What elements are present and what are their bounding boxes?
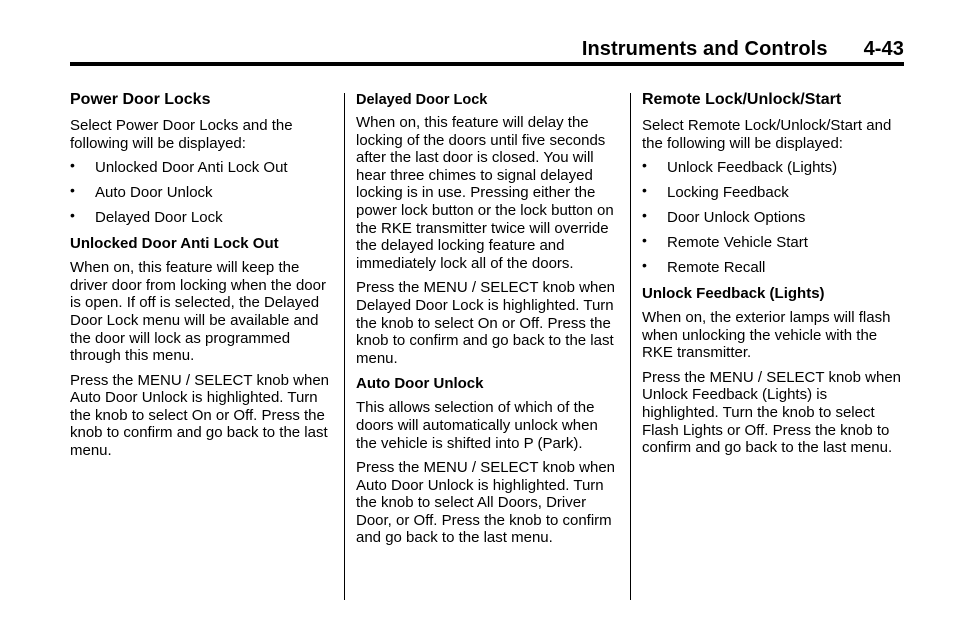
column-left xyxy=(70,90,332,467)
list-item: • Door Unlock Options xyxy=(642,209,902,227)
section-heading-power-door-locks: Power Door Locks xyxy=(70,91,211,108)
list-item: • Auto Door Unlock xyxy=(70,184,332,202)
body-paragraph: Press the MENU / SELECT knob when Unlock Feedback (Lights) is highlighted. Turn the knob to select Flash Lights or Off. Press the knob to confirm and go back to the last menu. xyxy=(642,368,901,457)
section-title: Instruments and Controls xyxy=(581,38,828,60)
list-item: • Unlocked Door Anti Lock Out xyxy=(70,159,332,177)
list-item: • Remote Recall xyxy=(642,259,902,277)
header-rule xyxy=(70,62,904,66)
intro-paragraph: Select Remote Lock/Unlock/Start and the following will be displayed: xyxy=(642,117,892,152)
body-paragraph: This allows selection of which of the doors will automatically unlock when the vehicle is shifted into P (Park). xyxy=(356,399,598,452)
column-divider-2 xyxy=(630,93,631,600)
sub-heading-auto-door-unlock: Auto Door Unlock xyxy=(356,375,484,393)
section-heading-remote-lock: Remote Lock/Unlock/Start xyxy=(642,91,842,108)
body-paragraph: When on, the exterior lamps will flash when unlocking the vehicle with the RKE transmitter. xyxy=(642,309,891,362)
body-paragraph: When on, this feature will keep the driver door from locking when the door is open. If off is selected, the Delayed Door Lock menu will be available and the door will lock as programmed through this menu. xyxy=(70,259,326,365)
bullet-list xyxy=(70,159,332,227)
column-middle xyxy=(356,90,622,554)
body-paragraph: Press the MENU / SELECT knob when Delayed Door Lock is highlighted. Turn the knob to select On or Off. Press the knob to confirm and go back to the last menu. xyxy=(356,279,615,367)
body-paragraph: When on, this feature will delay the locking of the doors until five seconds after the last door is closed. You will hear three chimes to signal delayed locking is in use. Pressing either the power lock button or the lock button on the RKE transmitter twice will override the delayed locking feature and immediately lock all of the doors. xyxy=(356,114,614,272)
list-item: • Unlock Feedback (Lights) xyxy=(642,159,902,177)
list-item: • Remote Vehicle Start xyxy=(642,234,902,252)
page-header xyxy=(582,38,904,64)
page-number: 4-43 xyxy=(863,38,904,60)
list-item: • Locking Feedback xyxy=(642,184,902,202)
column-divider-1 xyxy=(344,93,345,600)
intro-paragraph: Select Power Door Locks and the following will be displayed: xyxy=(70,117,293,152)
list-item: • Delayed Door Lock xyxy=(70,209,332,227)
column-right xyxy=(642,90,902,464)
bullet-list xyxy=(642,159,902,277)
body-paragraph: Press the MENU / SELECT knob when Auto Door Unlock is highlighted. Turn the knob to select All Doors, Driver Door, or Off. Press the knob to confirm and go back to the last menu. xyxy=(356,459,615,547)
sub-heading-unlock-feedback: Unlock Feedback (Lights) xyxy=(642,285,825,303)
body-paragraph: Press the MENU / SELECT knob when Auto Door Unlock is highlighted. Turn the knob to select On or Off. Press the knob to confirm and go back to the last menu. xyxy=(70,371,329,460)
sub-heading-delayed-door-lock: Delayed Door Lock xyxy=(356,92,488,108)
sub-heading-anti-lock-out: Unlocked Door Anti Lock Out xyxy=(70,235,279,253)
